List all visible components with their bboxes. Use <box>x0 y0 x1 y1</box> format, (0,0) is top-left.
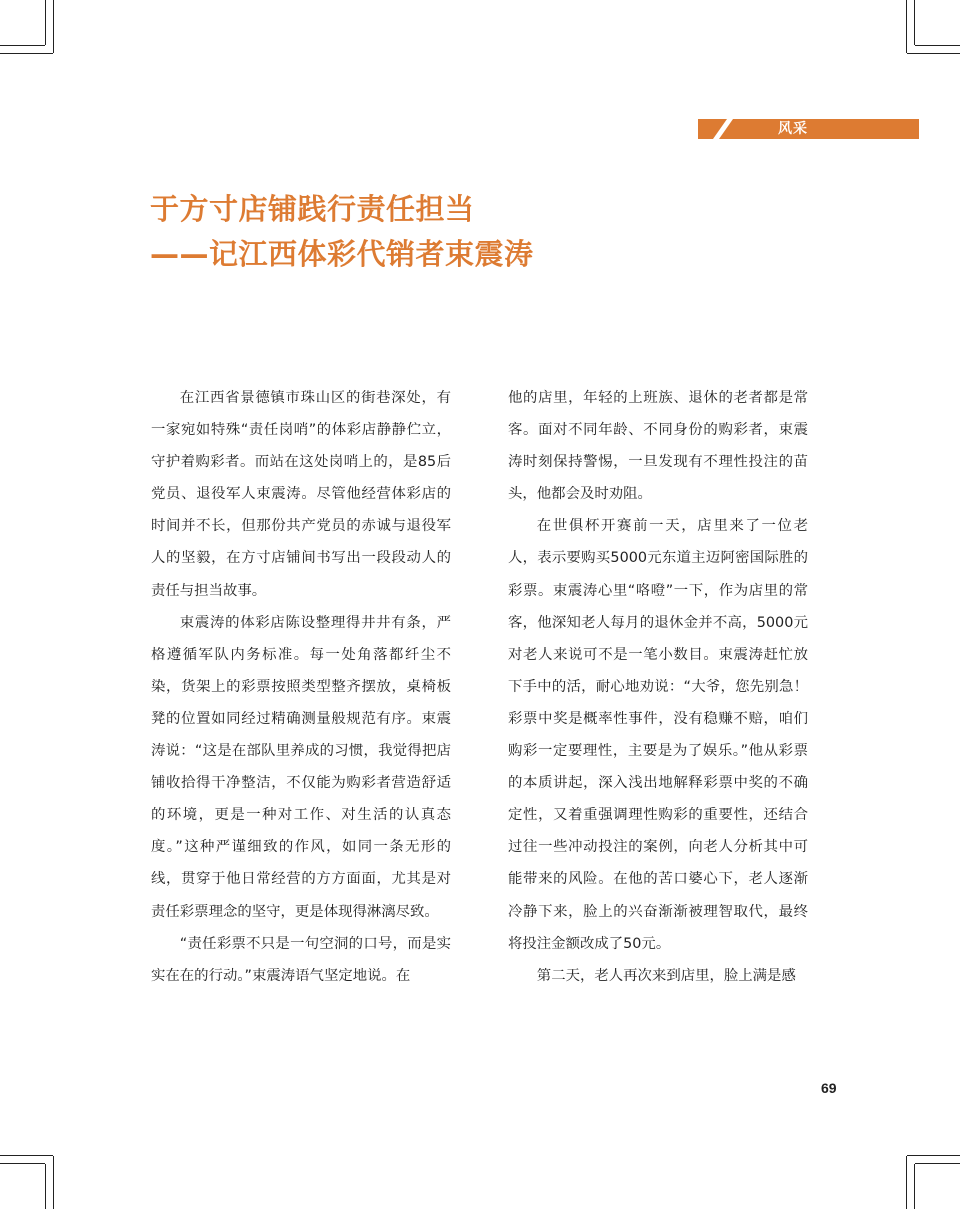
article-title-main: 于方寸店铺践行责任担当 <box>150 192 475 226</box>
crop-mark-bottom-right-v <box>914 1164 915 1209</box>
left-column <box>151 382 451 992</box>
article-title <box>150 187 534 277</box>
section-label: 风采 <box>778 121 808 137</box>
paragraph: 束震涛的体彩店陈设整理得井井有条，严格遵循军队内务标准。每一处角落都纤尘不染，货架上的彩票按照类型整齐摆放，桌椅板凳的位置如同经过精确测量般规范有序。束震涛说：“这是在部队里养成的习惯，我觉得把店铺收拾得干净整洁，不仅能为购彩者营造舒适的环境，更是一种对工作、对生活的认真态度。”这种严谨细致的作风，如同一条无形的线，贯穿于他日常经营的方方面面，尤其是对责任彩票理念的坚守，更是体现得淋漓尽致。 <box>151 614 451 920</box>
crop-mark-top-left-v2 <box>53 0 54 53</box>
slash-decoration-icon <box>711 116 735 142</box>
paragraph-continued: 他的店里，年轻的上班族、退休的老者都是常客。面对不同年龄、不同身份的购彩者，束震涛时刻保持警惕，一旦发现有不理性投注的苗头，他都会及时劝阻。 <box>508 390 808 503</box>
crop-mark-bottom-left-h2 <box>0 1155 53 1156</box>
crop-mark-bottom-right-v2 <box>906 1156 907 1209</box>
paragraph: 在江西省景德镇市珠山区的街巷深处，有一家宛如特殊“责任岗哨”的体彩店静静伫立，守护着购彩者。而站在这处岗哨上的，是85后党员、退役军人束震涛。尽管他经营体彩店的时间并不长，但那份共产党员的赤诚与退役军人的坚毅，在方寸店铺间书写出一段段动人的责任与担当故事。 <box>151 390 451 599</box>
crop-mark-top-left-v <box>45 0 46 45</box>
crop-mark-top-right-h2 <box>907 53 960 54</box>
crop-mark-top-left-h <box>0 45 45 46</box>
crop-mark-top-right-v2 <box>906 0 907 53</box>
crop-mark-bottom-left-v2 <box>53 1156 54 1209</box>
crop-mark-top-right-h <box>915 45 960 46</box>
crop-mark-top-left-h2 <box>0 53 53 54</box>
crop-mark-bottom-right-h2 <box>907 1155 960 1156</box>
paragraph: 在世俱杯开赛前一天，店里来了一位老人，表示要购买5000元东道主迈阿密国际胜的彩票。束震涛心里“咯噔”一下，作为店里的常客，他深知老人每月的退休金并不高，5000元对老人来说可不是一笔小数目。束震涛赶忙放下手中的活，耐心地劝说：“大爷，您先别急！彩票中奖是概率性事件，没有稳赚不赔，咱们购彩一定要理性，主要是为了娱乐。”他从彩票的本质讲起，深入浅出地解释彩票中奖的不确定性，又着重强调理性购彩的重要性，还结合过往一些冲动投注的案例，向老人分析其中可能带来的风险。在他的苦口婆心下，老人逐渐冷静下来，脸上的兴奋渐渐被理智取代，最终将投注金额改成了50元。 <box>508 518 808 952</box>
page-number: 69 <box>821 1080 837 1096</box>
crop-mark-bottom-left-h <box>0 1163 45 1164</box>
paragraph: “责任彩票不只是一句空洞的口号，而是实实在在的行动。”束震涛语气坚定地说。在 <box>151 935 451 984</box>
paragraph: 第二天，老人再次来到店里，脸上满是感 <box>536 967 796 984</box>
section-header-bar <box>698 119 919 139</box>
right-column <box>508 382 808 992</box>
crop-mark-bottom-right-h <box>915 1163 960 1164</box>
crop-mark-bottom-left-v <box>45 1164 46 1209</box>
article-title-subtitle: ——记江西体彩代销者束震涛 <box>150 237 534 271</box>
crop-mark-top-right-v <box>914 0 915 45</box>
